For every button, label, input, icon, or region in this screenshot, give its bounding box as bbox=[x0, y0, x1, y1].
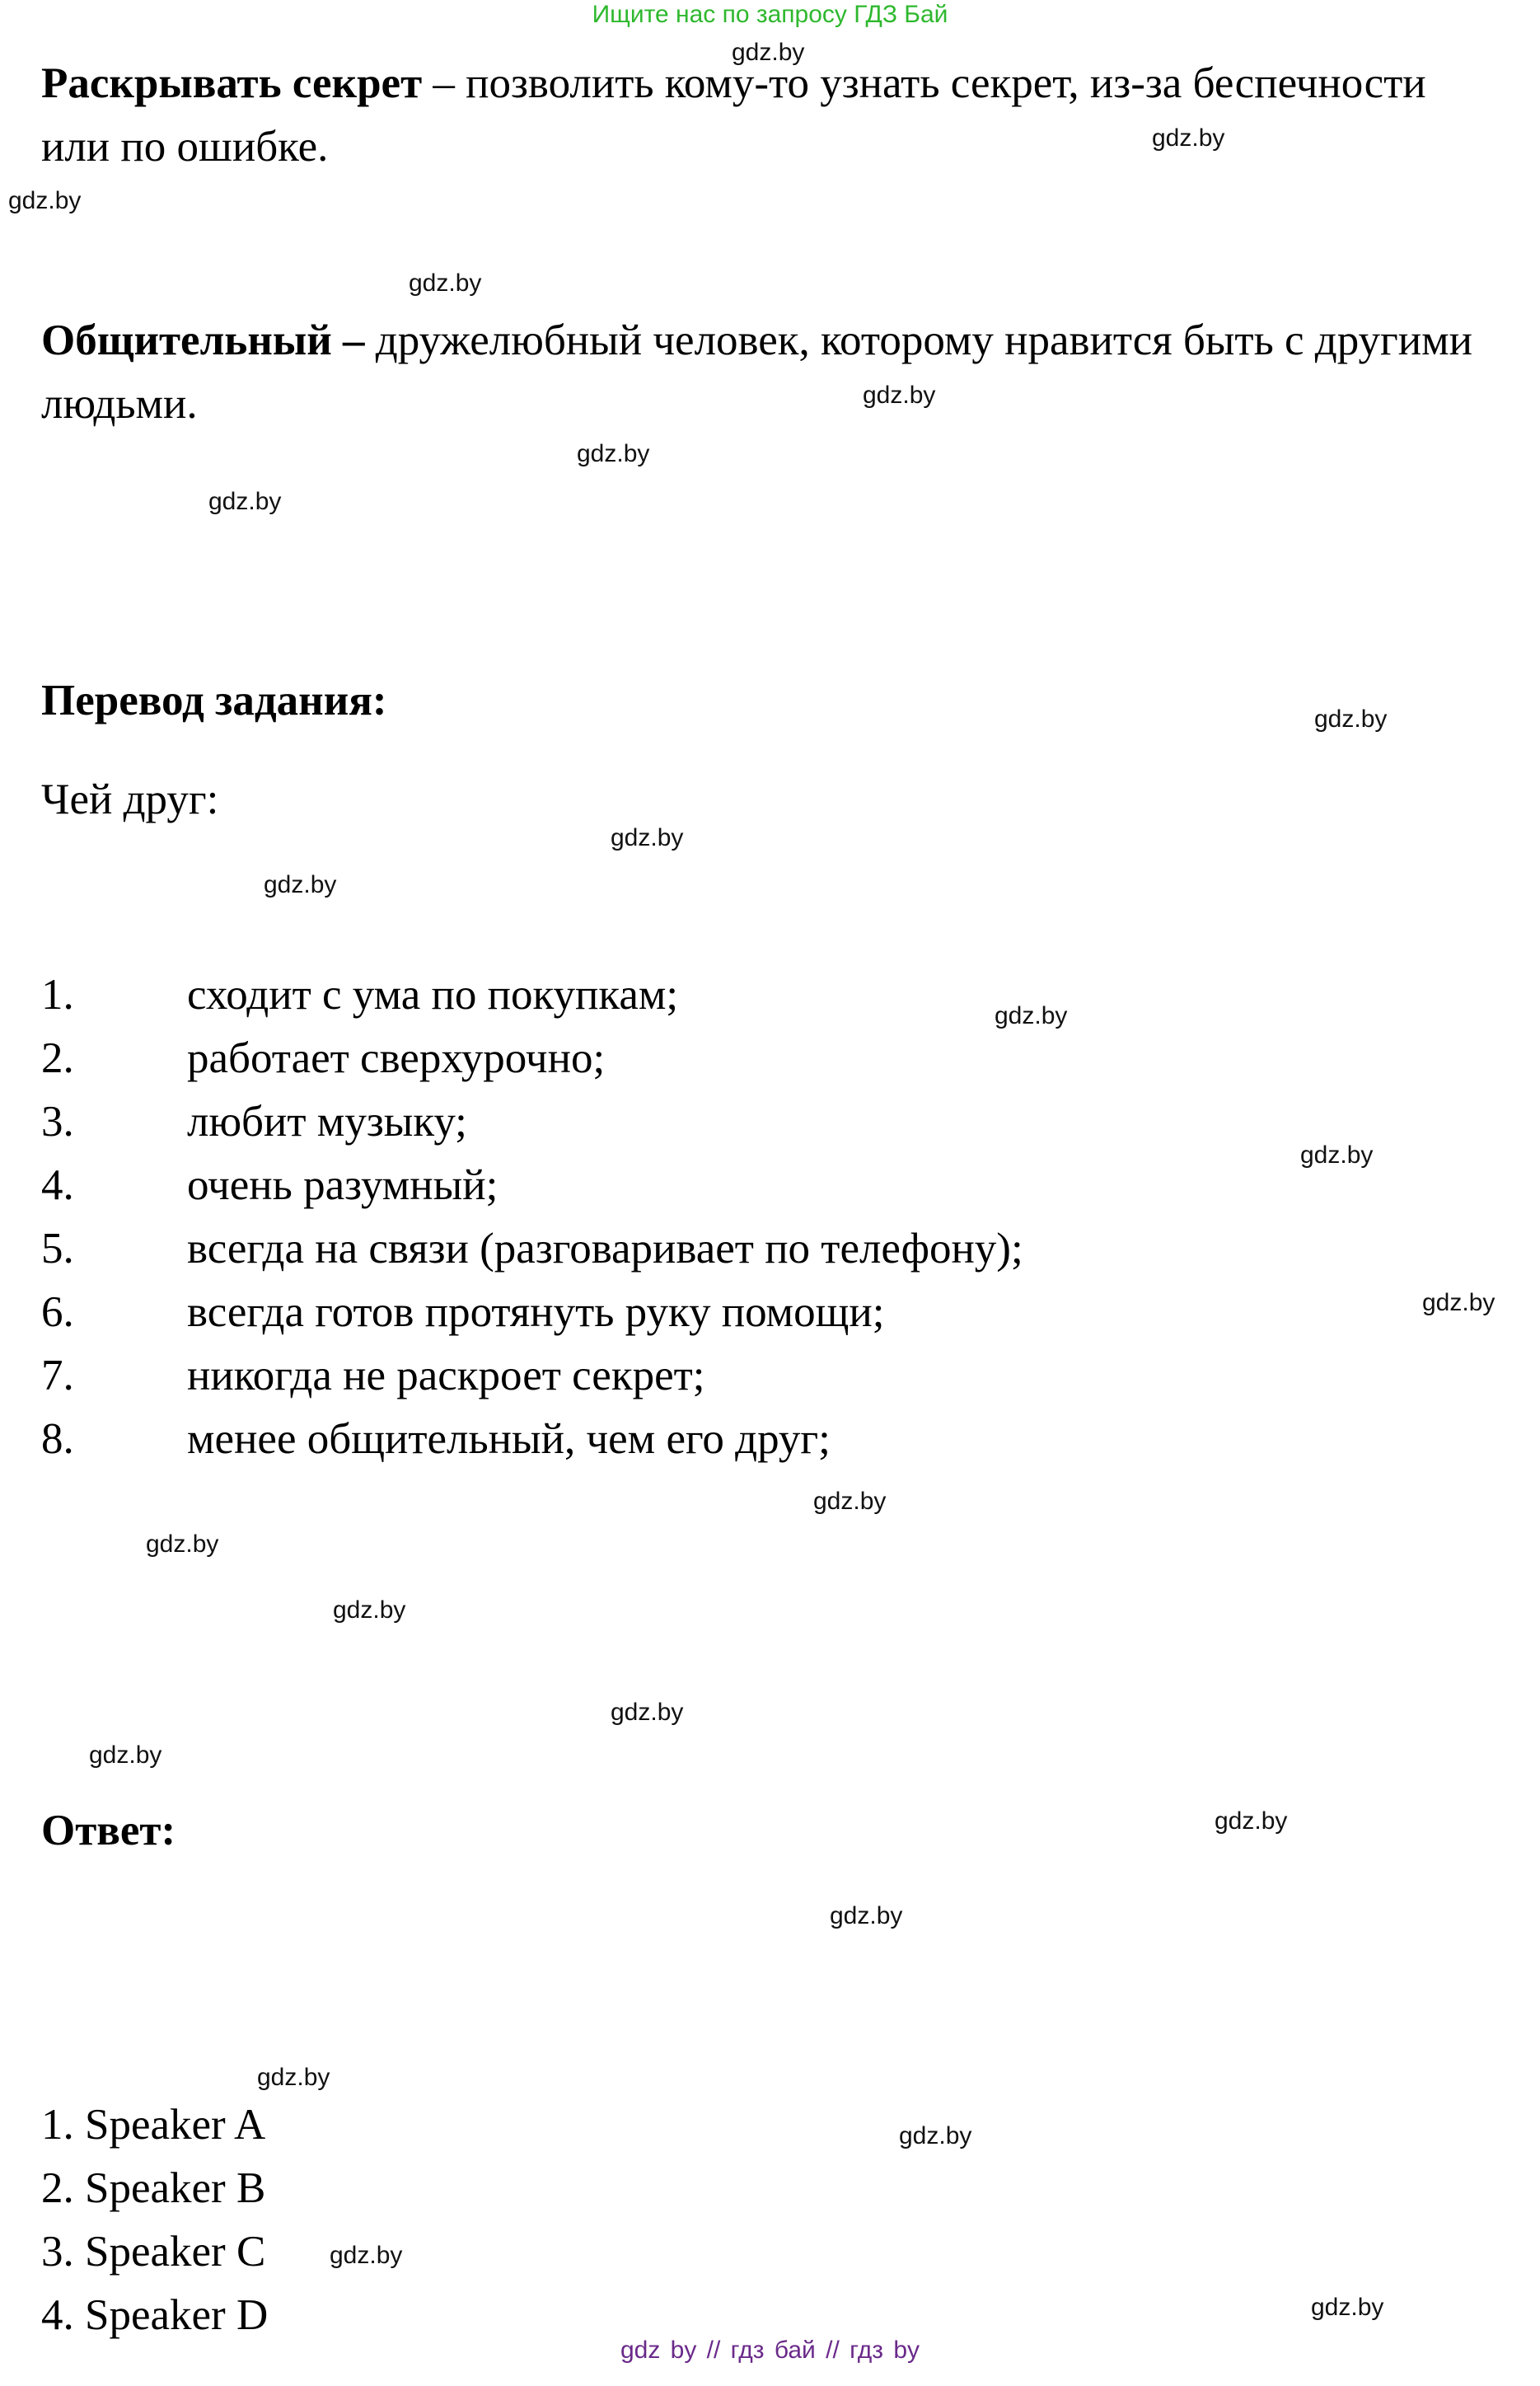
list-item-text: всегда готов протянуть руку помощи; bbox=[187, 1288, 885, 1336]
list-item-number: 1. bbox=[41, 971, 74, 1019]
definition-2-dash bbox=[365, 316, 376, 364]
definition-2-text: дружелюбный человек, которому нравится быть с другими людьми. bbox=[41, 316, 1473, 428]
watermark: gdz.by bbox=[830, 1902, 903, 1929]
list-item-text: никогда не раскроет секрет; bbox=[187, 1352, 705, 1399]
answer-item: 2. Speaker B bbox=[41, 2164, 266, 2212]
answer-item: 4. Speaker D bbox=[41, 2291, 269, 2339]
list-item-number: 2. bbox=[41, 1034, 74, 1082]
list-item-text: очень разумный; bbox=[187, 1161, 499, 1209]
watermark: gdz.by bbox=[333, 1596, 406, 1624]
definition-2-term: Общительный – bbox=[41, 316, 365, 364]
definition-1-text: позволить кому-то узнать секрет, из-за беспечности или по ошибке. bbox=[41, 59, 1426, 171]
watermark: gdz.by bbox=[1314, 705, 1388, 733]
watermark: gdz.by bbox=[8, 187, 82, 214]
answer-item: 1. Speaker A bbox=[41, 2101, 266, 2149]
translation-heading: Перевод задания: bbox=[41, 677, 387, 724]
list-item-number: 5. bbox=[41, 1225, 74, 1273]
list-item-text: менее общительный, чем его друг; bbox=[187, 1415, 831, 1463]
watermark: gdz.by bbox=[409, 270, 482, 297]
watermark: gdz.by bbox=[1300, 1141, 1374, 1169]
answer-item: 3. Speaker C bbox=[41, 2228, 266, 2276]
watermark: gdz.by bbox=[1152, 124, 1225, 152]
top-banner[interactable]: Ищите нас по запросу ГДЗ Бай bbox=[592, 1, 948, 28]
watermark: gdz.by bbox=[1311, 2294, 1384, 2321]
watermark: gdz.by bbox=[732, 39, 805, 66]
list-item-text: всегда на связи (разговаривает по телефону); bbox=[187, 1225, 1023, 1273]
list-item-number: 8. bbox=[41, 1415, 74, 1463]
list-item-number: 6. bbox=[41, 1288, 74, 1336]
watermark: gdz.by bbox=[330, 2242, 403, 2269]
list-item-text: работает сверхурочно; bbox=[187, 1034, 606, 1082]
watermark: gdz.by bbox=[1215, 1807, 1288, 1835]
list-item-text: сходит с ума по покупкам; bbox=[187, 971, 679, 1019]
list-item-number: 7. bbox=[41, 1352, 74, 1399]
watermark: gdz.by bbox=[264, 871, 337, 898]
watermark: gdz.by bbox=[257, 2064, 330, 2091]
watermark: gdz.by bbox=[208, 488, 282, 515]
definition-1 bbox=[41, 52, 1491, 179]
definition-2 bbox=[41, 309, 1491, 436]
list-item-number: 3. bbox=[41, 1098, 74, 1146]
definition-1-dash: – bbox=[422, 59, 466, 107]
watermark: gdz.by bbox=[899, 2122, 972, 2149]
answer-heading: Ответ: bbox=[41, 1807, 176, 1854]
footer-links[interactable]: gdz by // гдз бай // гдз by bbox=[620, 2337, 920, 2364]
list-item-number: 4. bbox=[41, 1161, 74, 1209]
watermark: gdz.by bbox=[813, 1488, 887, 1515]
watermark: gdz.by bbox=[577, 440, 650, 467]
watermark: gdz.by bbox=[995, 1002, 1068, 1029]
definition-1-term: Раскрывать секрет bbox=[41, 59, 423, 107]
watermark: gdz.by bbox=[1422, 1289, 1496, 1316]
watermark: gdz.by bbox=[611, 1699, 684, 1726]
list-item-text: любит музыку; bbox=[187, 1098, 467, 1146]
watermark: gdz.by bbox=[611, 824, 684, 851]
watermark: gdz.by bbox=[89, 1741, 162, 1769]
watermark: gdz.by bbox=[146, 1531, 219, 1558]
watermark: gdz.by bbox=[863, 382, 936, 409]
intro-text: Чей друг: bbox=[41, 776, 219, 823]
